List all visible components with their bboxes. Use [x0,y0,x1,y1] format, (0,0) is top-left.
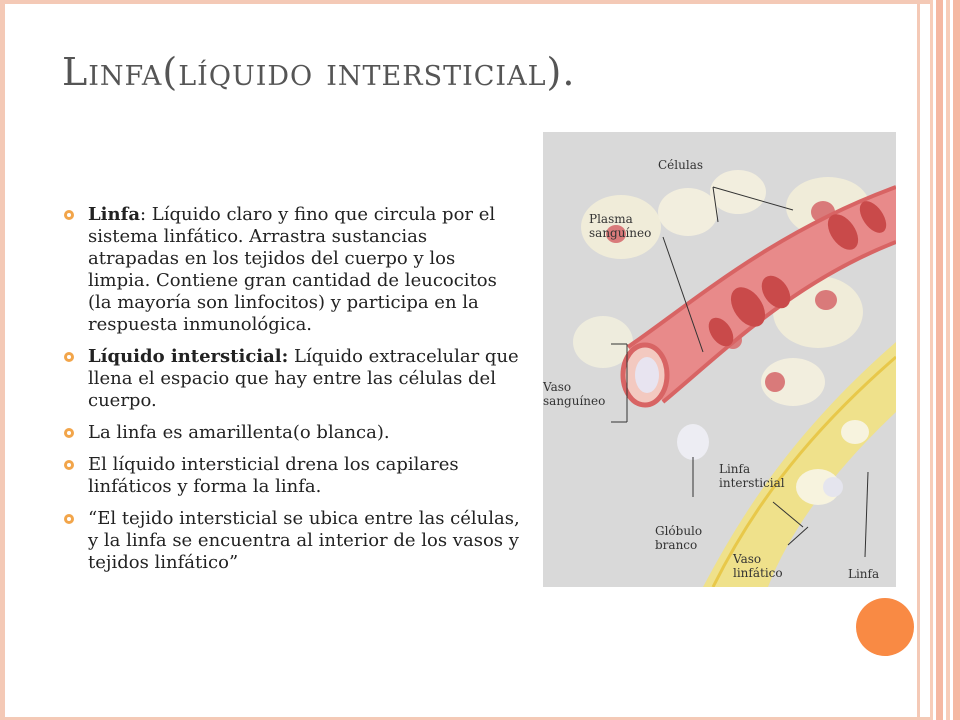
bullet-icon [64,514,74,524]
label-globulo-line2: branco [655,538,698,552]
right-stripe [930,0,933,720]
right-stripe [953,0,960,720]
bullet-item [62,454,522,498]
lymph-illustration [543,132,896,587]
frame-left-border [0,0,5,720]
right-stripe [946,0,950,720]
bullet-text: : Líquido claro y fino que circula por el sistema linfático. Arrastra sustancias atrapadas en los tejidos del cuerpo y los limpia. Contiene gran cantidad de leucocitos (la mayoría son linfocitos) y participa en la respuesta inmunológica. [88,204,497,335]
bullet-item [62,508,522,574]
bullet-bold: Linfa [88,204,140,225]
bullet-icon [64,352,74,362]
lymph-illustration-svg [543,132,896,587]
bullet-item [62,204,522,336]
label-plasma-line1: Plasma [589,212,633,226]
label-vaso-linfatico-line2: linfático [733,566,783,580]
label-linfa-intersticial-line1: Linfa [719,462,751,476]
bullet-icon [64,210,74,220]
frame-top-border [0,0,930,4]
bullet-text: El líquido intersticial drena los capilares linfáticos y forma la linfa. [88,454,459,497]
bullet-icon [64,460,74,470]
label-vaso-sanguineo-line2: sanguíneo [543,394,606,408]
bullet-text: La linfa es amarillenta(o blanca). [88,422,390,443]
bullet-item [62,346,522,412]
label-celulas: Células [658,158,703,172]
slide-title: Linfa(líquido intersticial). [62,50,576,94]
label-vaso-sanguineo-line1: Vaso [543,380,572,394]
decorative-orange-circle [856,598,914,656]
label-plasma-line2: sanguíneo [589,226,652,240]
bullet-text: Líquido extracelular que llena el espacio que hay entre las células del cuerpo. [88,346,519,411]
frame-right-border [917,0,920,720]
right-stripe [936,0,943,720]
bullet-list [62,204,522,584]
label-linfa: Linfa [848,567,880,581]
label-vaso-linfatico-line1: Vaso [733,552,762,566]
bullet-item [62,422,522,444]
label-globulo-line1: Glóbulo [655,524,703,538]
bullet-bold: Líquido intersticial: [88,346,289,367]
label-linfa-intersticial-line2: intersticial [719,476,785,490]
bullet-icon [64,428,74,438]
bullet-text: “El tejido intersticial se ubica entre las células, y la linfa se encuentra al interior de los vasos y tejidos linfático” [88,508,520,573]
